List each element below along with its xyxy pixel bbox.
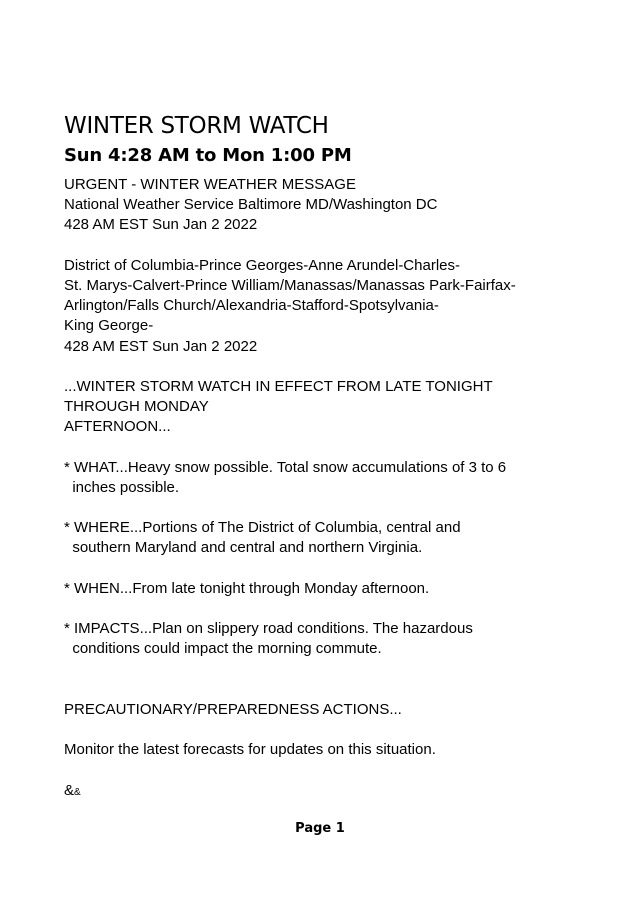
time-range-subtitle: Sun 4:28 AM to Mon 1:00 PM [64,145,352,166]
blank-line [64,498,624,518]
body-line: conditions could impact the morning commute. [64,640,382,658]
body-line: District of Columbia-Prince Georges-Anne Arundel-Charles- [64,256,460,274]
body-line: * WHEN...From late tonight through Monday afternoon. [64,579,430,597]
body-line: King George- [64,317,154,335]
message-body [64,175,624,801]
body-line: * WHERE...Portions of The District of Columbia, central and [64,519,461,537]
blank-line [64,680,624,700]
body-line: Monitor the latest forecasts for updates on this situation. [64,741,436,759]
body-line: PRECAUTIONARY/PREPAREDNESS ACTIONS... [64,700,402,718]
body-line: National Weather Service Baltimore MD/Washington DC [64,196,438,214]
body-line: THROUGH MONDAY [64,398,209,416]
page-number: Page 1 [295,821,345,836]
body-line: * IMPACTS...Plan on slippery road conditions. The hazardous [64,620,473,638]
body-line: 428 AM EST Sun Jan 2 2022 [64,337,258,355]
blank-line [64,660,624,680]
blank-line [64,599,624,619]
small-ampersand: & [74,786,81,798]
body-line: St. Marys-Calvert-Prince William/Manassas/Manassas Park-Fairfax- [64,276,516,294]
blank-line [64,760,624,780]
blank-line [64,720,624,740]
body-line: AFTERNOON... [64,418,171,436]
body-line: && [64,781,81,799]
body-line: Arlington/Falls Church/Alexandria-Stafford-Spotsylvania- [64,297,439,315]
body-line: inches possible. [64,478,180,496]
body-line: ...WINTER STORM WATCH IN EFFECT FROM LATE TONIGHT [64,377,493,395]
blank-line [64,559,624,579]
page-title: WINTER STORM WATCH [64,113,329,139]
blank-line [64,437,624,457]
body-line: 428 AM EST Sun Jan 2 2022 [64,216,258,234]
blank-line [64,357,624,377]
body-line: URGENT - WINTER WEATHER MESSAGE [64,176,356,193]
body-line: * WHAT...Heavy snow possible. Total snow accumulations of 3 to 6 [64,458,507,476]
body-line: southern Maryland and central and northern Virginia. [64,539,423,557]
blank-line [64,236,624,256]
